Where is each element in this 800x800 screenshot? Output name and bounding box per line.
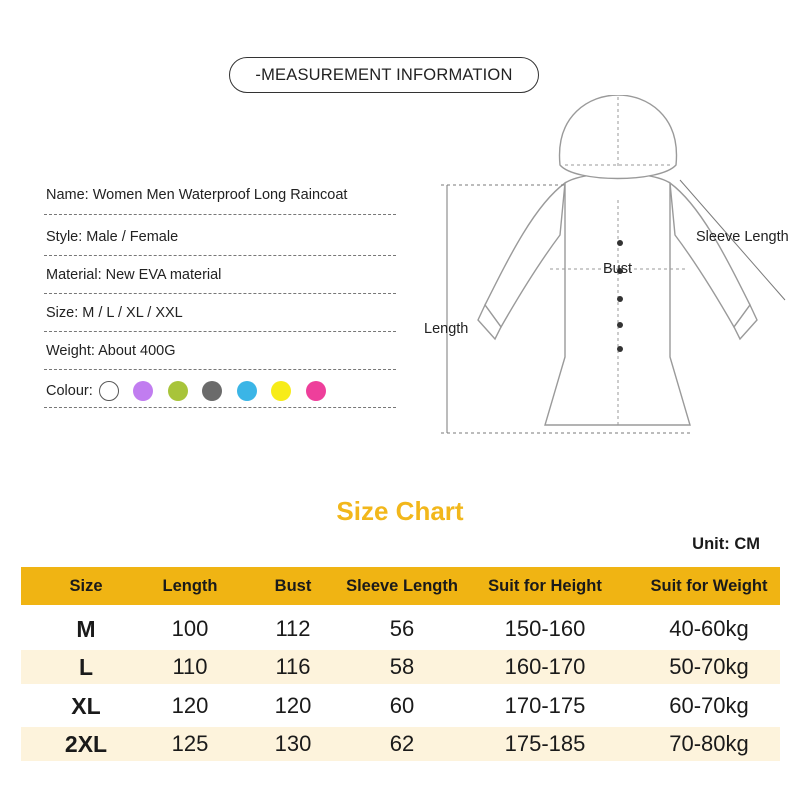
table-cell: 60-70kg bbox=[669, 693, 749, 718]
table-cell: 120 bbox=[171, 693, 209, 718]
divider bbox=[44, 255, 396, 256]
colour-swatch bbox=[202, 381, 222, 401]
divider bbox=[44, 293, 396, 294]
table-cell: 120 bbox=[274, 693, 312, 718]
spec-weight: Weight: About 400G bbox=[46, 343, 176, 359]
column-header: Length bbox=[162, 577, 218, 595]
table-cell: 130 bbox=[274, 731, 312, 756]
right-sleeve bbox=[670, 183, 750, 327]
colour-swatch bbox=[133, 381, 153, 401]
size-cell: M bbox=[76, 616, 96, 642]
table-cell: 116 bbox=[275, 654, 311, 679]
table-cell: 160-170 bbox=[504, 654, 586, 679]
divider bbox=[44, 407, 396, 408]
table-cell: 170-175 bbox=[504, 693, 586, 718]
table-cell: 62 bbox=[389, 731, 415, 756]
colour-label: Colour: bbox=[46, 383, 93, 399]
table-cell: 40-60kg bbox=[669, 616, 749, 641]
unit-label: Unit: CM bbox=[692, 535, 760, 553]
table-cell: 50-70kg bbox=[669, 654, 749, 679]
colour-swatch bbox=[168, 381, 188, 401]
spec-material: Material: New EVA material bbox=[46, 267, 222, 283]
table-cell: 56 bbox=[389, 616, 415, 641]
size-cell: 2XL bbox=[64, 731, 108, 757]
measurement-header bbox=[229, 57, 539, 93]
table-cell: 112 bbox=[275, 616, 311, 641]
spec-style: Style: Male / Female bbox=[46, 229, 179, 245]
table-cell: 100 bbox=[171, 616, 209, 641]
spec-name: Name: Women Men Waterproof Long Raincoat bbox=[46, 187, 348, 203]
colour-swatch bbox=[271, 381, 291, 401]
column-header: Suit for Weight bbox=[650, 577, 768, 595]
sleeve-length-label: Sleeve Length bbox=[696, 229, 789, 245]
length-label: Length bbox=[424, 321, 469, 337]
table-cell: 58 bbox=[389, 654, 415, 679]
left-sleeve bbox=[485, 183, 565, 327]
column-header: Size bbox=[69, 577, 103, 595]
colour-swatches bbox=[99, 381, 341, 401]
raincoat-diagram bbox=[415, 95, 800, 445]
column-header: Sleeve Length bbox=[346, 577, 458, 595]
divider bbox=[44, 214, 396, 215]
table-cell: 70-80kg bbox=[669, 731, 749, 756]
size-cell: L bbox=[78, 654, 94, 680]
colour-row bbox=[46, 381, 340, 401]
table-cell: 60 bbox=[389, 693, 415, 718]
measurement-title: -MEASUREMENT INFORMATION bbox=[255, 65, 513, 84]
size-chart-title: Size Chart bbox=[336, 496, 464, 526]
table-cell: 110 bbox=[172, 654, 208, 679]
divider bbox=[44, 331, 396, 332]
table-cell: 125 bbox=[171, 731, 209, 756]
size-cell: XL bbox=[71, 693, 101, 719]
column-header: Suit for Height bbox=[488, 577, 602, 595]
colour-swatch bbox=[237, 381, 257, 401]
column-header: Bust bbox=[274, 577, 312, 595]
colour-swatch bbox=[306, 381, 326, 401]
table-cell: 175-185 bbox=[504, 731, 586, 756]
divider bbox=[44, 369, 396, 370]
bust-label: Bust bbox=[603, 261, 633, 277]
colour-swatch bbox=[99, 381, 119, 401]
spec-size: Size: M / L / XL / XXL bbox=[46, 305, 183, 321]
table-cell: 150-160 bbox=[504, 616, 586, 641]
